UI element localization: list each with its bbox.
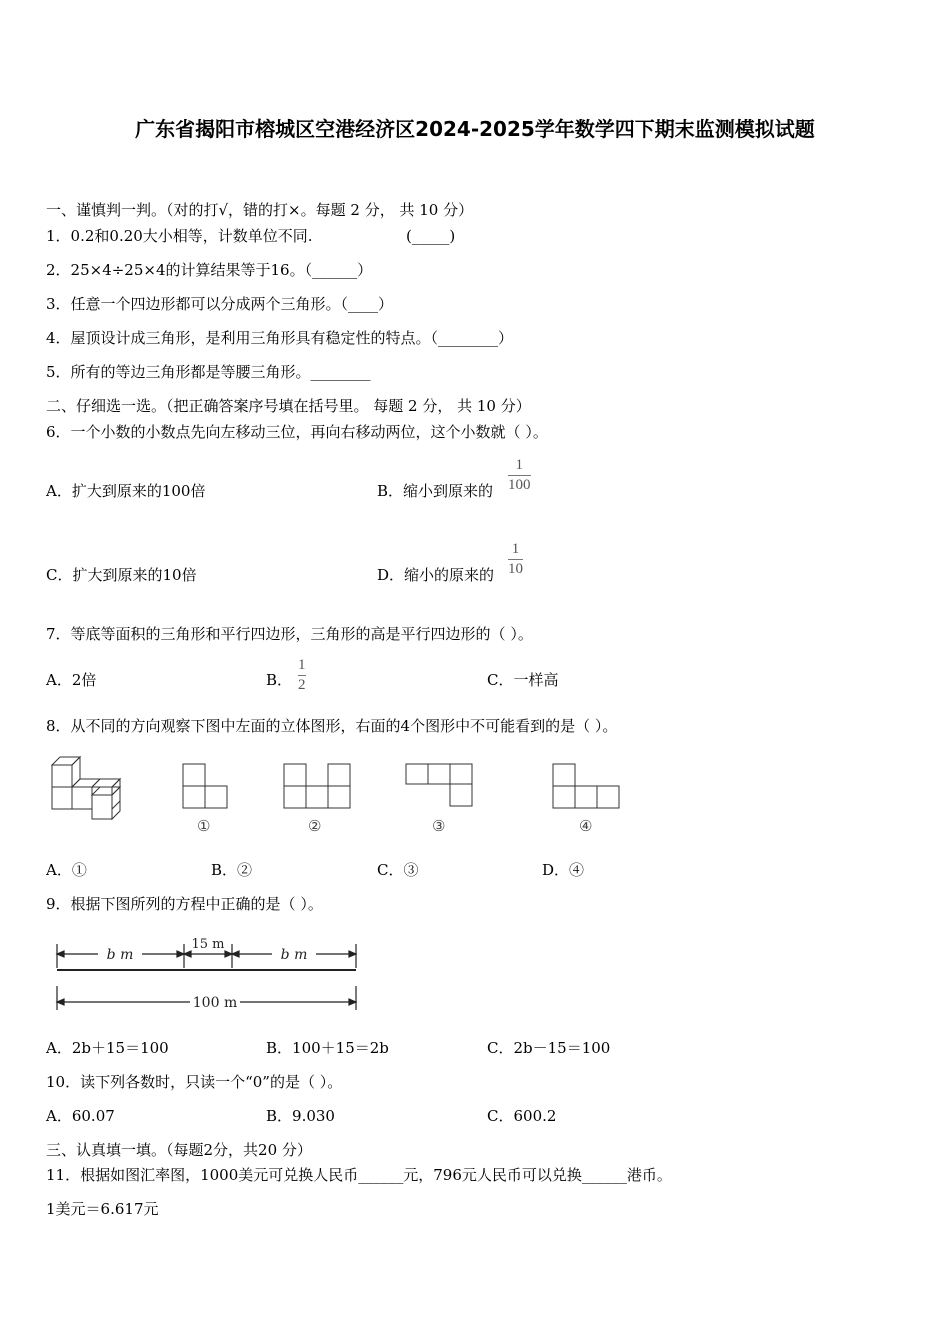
question-9: 9．根据下图所列的方程中正确的是（ ）。 xyxy=(46,895,323,913)
question-10-option-a: A．60.07 xyxy=(46,1107,115,1125)
question-6-option-d: D．缩小的原来的 xyxy=(377,566,495,584)
question-4: 4．屋顶设计成三角形，是利用三角形具有稳定性的特点。（________） xyxy=(46,329,514,347)
question-8-option-d: D．④ xyxy=(542,861,585,879)
segment-diagram xyxy=(50,930,370,1015)
section-3-header: 三、认真填一填。（每题2分，共20 分） xyxy=(46,1141,312,1159)
question-10-option-b: B．9.030 xyxy=(266,1107,335,1125)
exchange-rate: 1美元＝6.617元 xyxy=(46,1200,159,1218)
question-8-option-a: A．① xyxy=(46,861,87,879)
question-6: 6．一个小数的小数点先向左移动三位，再向右移动两位，这个小数就（ ）。 xyxy=(46,423,548,441)
question-9-option-a: A．2b＋15＝100 xyxy=(46,1039,169,1057)
label-left-b: b m xyxy=(106,947,134,963)
question-6-option-a: A．扩大到原来的100倍 xyxy=(46,482,206,500)
fraction-1-2 xyxy=(298,657,306,694)
question-3: 3．任意一个四边形都可以分成两个三角形。（____） xyxy=(46,295,394,313)
question-11: 11．根据如图汇率图，1000美元可兑换人民币______元，796元人民币可以兑换______港币。 xyxy=(46,1166,672,1184)
view-option-4 xyxy=(550,762,624,810)
solid-figure xyxy=(50,755,130,825)
fraction-numerator: 1 xyxy=(515,457,523,473)
view-option-3 xyxy=(403,760,477,810)
label-middle-15: 15 m xyxy=(191,937,225,952)
question-10: 10．读下列各数时，只读一个“0”的是（ ）。 xyxy=(46,1073,343,1091)
fraction-bar xyxy=(298,675,306,676)
fraction-denominator: 10 xyxy=(508,561,523,577)
fraction-bar xyxy=(508,475,531,476)
question-1: 1．0.2和0.20大小相等，计数单位不同. xyxy=(46,227,313,245)
question-9-option-c: C．2b－15＝100 xyxy=(487,1039,611,1057)
question-10-option-c: C．600.2 xyxy=(487,1107,557,1125)
label-right-b: b m xyxy=(280,947,308,963)
fraction-bar xyxy=(508,559,523,560)
section-2-header: 二、仔细选一选。（把正确答案序号填在括号里。 每题 2 分， 共 10 分） xyxy=(46,397,531,415)
question-7-option-c: C．一样高 xyxy=(487,671,559,689)
question-9-option-b: B．100＋15＝2b xyxy=(266,1039,389,1057)
question-8-option-b: B．② xyxy=(211,861,253,879)
fraction-denominator: 100 xyxy=(508,477,531,493)
view-label-2: ② xyxy=(308,817,322,835)
label-total-100: 100 m xyxy=(192,995,238,1011)
question-5: 5．所有的等边三角形都是等腰三角形。________ xyxy=(46,363,371,381)
fraction-denominator: 2 xyxy=(298,677,306,693)
question-7: 7．等底等面积的三角形和平行四边形，三角形的高是平行四边形的（ ）。 xyxy=(46,625,533,643)
question-6-option-c: C．扩大到原来的10倍 xyxy=(46,566,197,584)
question-2: 2．25×4÷25×4的计算结果等于16。（______） xyxy=(46,261,373,279)
fraction-numerator: 1 xyxy=(298,657,306,673)
fraction-1-10 xyxy=(508,541,523,578)
question-7-option-b: B． xyxy=(266,671,293,689)
question-8-option-c: C．③ xyxy=(377,861,419,879)
question-6-option-b: B．缩小到原来的 xyxy=(377,482,494,500)
question-8: 8．从不同的方向观察下图中左面的立体图形，右面的4个图形中不可能看到的是（ ）。 xyxy=(46,717,618,735)
question-1-blank[interactable]: (_____) xyxy=(406,227,456,245)
view-label-1: ① xyxy=(197,817,211,835)
fraction-numerator: 1 xyxy=(511,541,520,557)
fraction-1-100 xyxy=(508,457,531,494)
view-option-1 xyxy=(180,762,232,810)
view-label-3: ③ xyxy=(432,817,446,835)
page-title: 广东省揭阳市榕城区空港经济区2024-2025学年数学四下期末监测模拟试题 xyxy=(135,117,815,141)
question-7-option-a: A．2倍 xyxy=(46,671,97,689)
view-label-4: ④ xyxy=(579,817,593,835)
view-option-2 xyxy=(281,762,353,810)
section-1-header: 一、谨慎判一判。（对的打√，错的打×。每题 2 分， 共 10 分） xyxy=(46,201,474,219)
